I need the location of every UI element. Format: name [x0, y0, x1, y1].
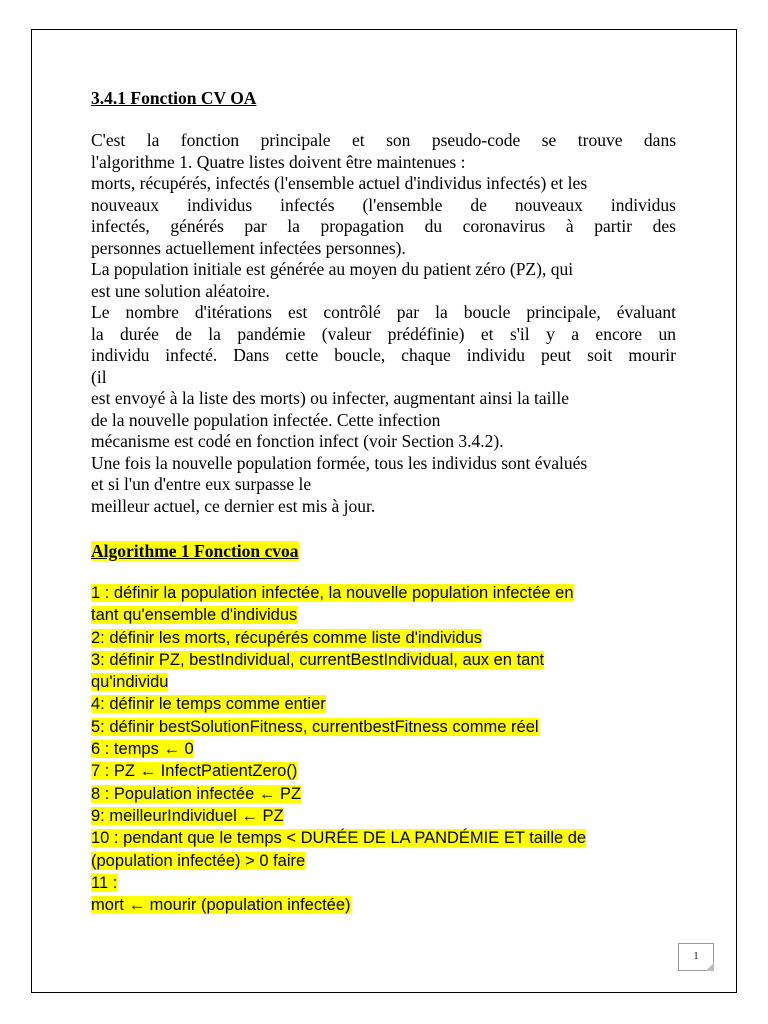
- paragraph-line: La population initiale est générée au moyen du patient zéro (PZ), qui: [91, 259, 574, 279]
- algorithm-line: [91, 894, 676, 916]
- algorithm-line-text: 11 :: [91, 873, 118, 892]
- document-content: [91, 86, 676, 916]
- paragraph-line: individu infecté. Dans cette boucle, chaque individu peut soit mourir: [91, 345, 676, 365]
- algorithm-line-text: 1 : définir la population infectée, la nouvelle population infectée en: [91, 584, 574, 602]
- algorithm-line-text: (population infectée) > 0 faire: [91, 851, 306, 870]
- paragraph-line: Le nombre d'itérations est contrôlé par la boucle principale, évaluant: [91, 302, 676, 322]
- algorithm-line-text: qu'individu: [91, 673, 169, 692]
- algorithm-line: [91, 872, 676, 894]
- algorithm-line: [91, 627, 676, 649]
- algorithm-line: [91, 693, 676, 715]
- paragraph-line: de la nouvelle population infectée. Cette infection: [91, 409, 441, 430]
- paragraph-line: la durée de la pandémie (valeur prédéfinie) et s'il y a encore un: [91, 323, 676, 344]
- section-heading: 3.4.1 Fonction CV OA: [91, 88, 257, 108]
- algorithm-line: [91, 783, 676, 805]
- paragraph-line: meilleur actuel, ce dernier est mis à jour.: [91, 495, 376, 516]
- paragraph-line: est envoyé à la liste des morts) ou infecter, augmentant ainsi la taille: [91, 388, 569, 408]
- algorithm-line: [91, 671, 676, 693]
- paragraph-line: et si l'un d'entre eux surpasse le: [91, 474, 312, 494]
- algorithm-line-text: 4: définir le temps comme entier: [91, 695, 326, 714]
- algorithm-line: [91, 760, 676, 782]
- algorithm-line-text: 2: définir les morts, récupérés comme liste d'individus: [91, 628, 483, 647]
- paragraph-line: C'est la fonction principale et son pseudo-code se trouve dans: [91, 130, 676, 150]
- page-curl-icon: [706, 963, 714, 971]
- page-number-text: 1: [693, 951, 699, 962]
- algorithm-line-text: mort ← mourir (population infectée): [91, 896, 351, 915]
- algorithm-line: [91, 805, 676, 827]
- algorithm-line-text: 3: définir PZ, bestIndividual, currentBestIndividual, aux en tant: [91, 650, 545, 669]
- algorithm-line-text: 9: meilleurIndividuel ← PZ: [91, 806, 284, 825]
- algorithm-line: [91, 716, 676, 738]
- paragraph-line: Une fois la nouvelle population formée, tous les individus sont évalués: [91, 452, 588, 473]
- algorithm-line-text: 5: définir bestSolutionFitness, currentbestFitness comme réel: [91, 717, 539, 736]
- algorithm-line: [91, 649, 676, 671]
- paragraph-line: nouveaux individus infectés (l'ensemble de nouveaux individus: [91, 194, 676, 215]
- paragraph-line: l'algorithme 1. Quatre listes doivent être maintenues :: [91, 151, 466, 172]
- section-paragraph: [91, 130, 676, 517]
- paragraph-line: personnes actuellement infectées personnes).: [91, 237, 406, 258]
- algorithm-line-text: 10 : pendant que le temps < DURÉE DE LA PANDÉMIE ET taille de: [91, 829, 587, 848]
- algorithm-line-text: 8 : Population infectée ← PZ: [91, 784, 302, 803]
- paragraph-line: est une solution aléatoire.: [91, 280, 270, 301]
- paragraph-line: mécanisme est codé en fonction infect (voir Section 3.4.2).: [91, 431, 504, 451]
- algorithm-pseudocode: [91, 582, 676, 916]
- page-number: [678, 943, 714, 971]
- algorithm-title: [91, 539, 676, 563]
- algorithm-title-text: Algorithme 1 Fonction cvoa: [91, 541, 299, 561]
- paragraph-line: infectés, générés par la propagation du coronavirus à partir des: [91, 216, 676, 236]
- algorithm-line: [91, 850, 676, 872]
- algorithm-line-text: 7 : PZ ← InfectPatientZero(): [91, 762, 298, 781]
- algorithm-line: [91, 827, 676, 849]
- algorithm-line: [91, 738, 676, 760]
- algorithm-line: [91, 604, 676, 626]
- algorithm-line-text: tant qu'ensemble d'individus: [91, 606, 298, 625]
- algorithm-line: [91, 582, 676, 604]
- algorithm-line-text: 6 : temps ← 0: [91, 740, 194, 759]
- paragraph-line: (il: [91, 366, 107, 387]
- paragraph-line: morts, récupérés, infectés (l'ensemble actuel d'individus infectés) et les: [91, 173, 588, 193]
